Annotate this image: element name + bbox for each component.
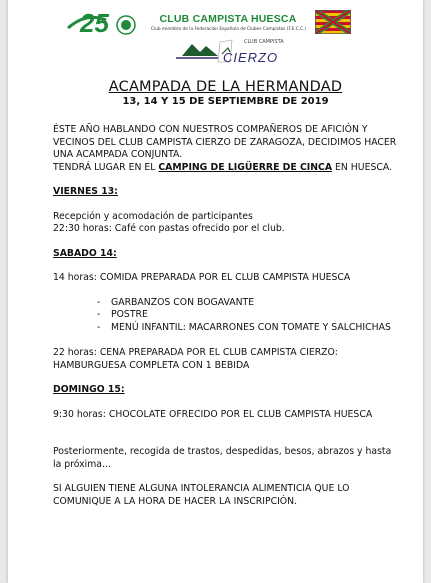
friday-line-2: 22:30 horas: Café con pastas ofrecido por el club. [53, 223, 285, 234]
event-dates: 13, 14 Y 15 DE SEPTIEMBRE DE 2019 [122, 95, 329, 107]
saturday-heading: SABADO 14: [53, 247, 117, 259]
closing-paragraph: Posteriormente, recogida de trastos, despedidas, besos, abrazos y hasta la próxima... [53, 446, 392, 470]
list-item: - MENÚ INFANTIL: MACARRONES CON TOMATE Y SALCHICHAS [97, 322, 398, 335]
sunday-heading: DOMINGO 15: [53, 384, 125, 395]
document-page [8, 0, 423, 583]
venue-name: CAMPING DE LIGÜERRE DE CINCA [158, 161, 333, 173]
venue-line [53, 162, 398, 175]
saturday-lunch: 14 horas: COMIDA PREPARADA POR EL CLUB CAMPISTA HUESCA [53, 272, 351, 283]
club-subtitle: Club miembro de la Federación Española de Clubes Campistas (F.E.C.C.) [150, 27, 307, 32]
sunday-line: 9:30 horas: CHOCOLATE OFRECIDO POR EL CLUB CAMPISTA HUESCA [53, 408, 373, 420]
anniversary-logo [66, 8, 138, 38]
partner-small-label: CLUB CAMPISTA [244, 39, 284, 45]
page-title: ACAMPADA DE LA HERMANDAD [108, 79, 343, 95]
partner-name: CIERZO [223, 50, 279, 65]
venue-prefix: TENDRÁ LUGAR EN EL [53, 161, 159, 173]
flag-icon [315, 10, 351, 34]
venue-suffix: EN HUESCA. [332, 161, 393, 173]
intro-paragraph: ÉSTE AÑO HABLANDO CON NUESTROS COMPAÑEROS DE AFICIÓN Y VECINOS DEL CLUB CAMPISTA CIERZO DE ZARAGOZA, DECIDIMOS HACER UNA ACAMPADA CONJUNTA. [53, 124, 397, 160]
letterhead [8, 0, 423, 70]
anniversary-number: 25 [80, 8, 109, 38]
friday-line-1: Recepción y acomodación de participantes [53, 210, 253, 222]
list-item: - POSTRE [97, 309, 398, 322]
document-body [53, 76, 398, 508]
allergy-note: SI ALGUIEN TIENE ALGUNA INTOLERANCIA ALIMENTICIA QUE LO COMUNIQUE A LA HORA DE HACER LA INSCRIPCIÓN. [53, 483, 350, 507]
saturday-dinner: 22 horas: CENA PREPARADA POR EL CLUB CAMPISTA CIERZO: HAMBURGUESA COMPLETA CON 1 BEBIDA [53, 347, 338, 371]
club-name: CLUB CAMPISTA HUESCA [159, 13, 297, 25]
list-item: - GARBANZOS CON BOGAVANTE [97, 297, 398, 310]
lunch-menu-list [53, 297, 398, 335]
friday-heading: VIERNES 13: [53, 186, 118, 197]
